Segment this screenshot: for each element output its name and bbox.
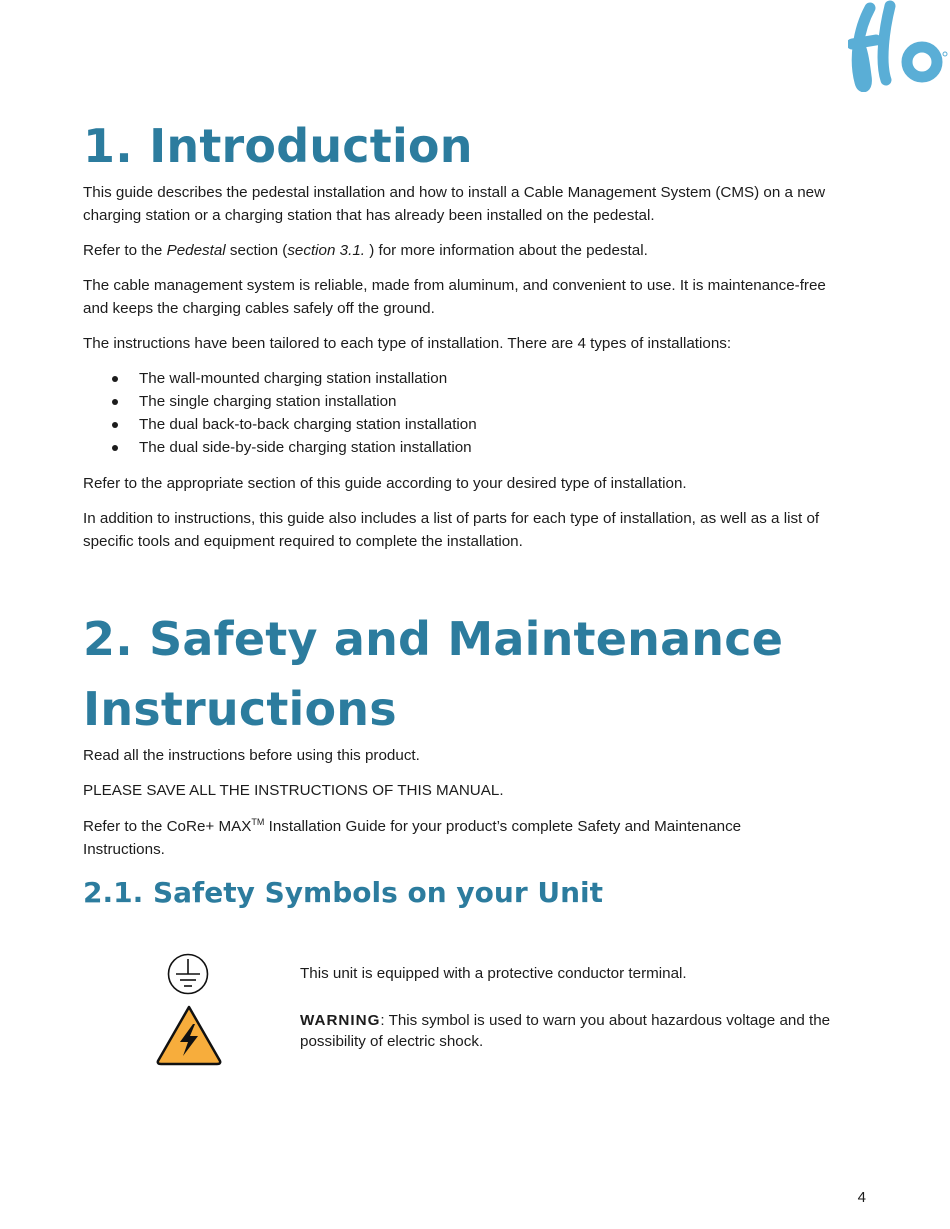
- section-ref-emphasis: section 3.1.: [287, 242, 365, 259]
- ground-terminal-icon: [167, 953, 209, 995]
- intro-paragraph-3: The cable management system is reliable, made from aluminum, and convenient to use. It is maintenance-free and keeps the charging cables safely off the ground.: [83, 277, 826, 317]
- trademark-sup: TM: [251, 817, 265, 827]
- warning-text: : This symbol is used to warn you about hazardous voltage and the possibility of electric shock.: [300, 1012, 831, 1050]
- p2-prefix: Refer to the: [83, 242, 167, 259]
- bullet-icon: [112, 399, 118, 405]
- safety-paragraph-3: [83, 815, 803, 861]
- p2-suffix: ) for more information about the pedestal.: [365, 242, 648, 259]
- installation-types-list: [83, 367, 477, 459]
- section-2-heading-line-1: 2. Safety and Maintenance: [83, 612, 784, 666]
- list-item-text: The wall-mounted charging station installation: [139, 370, 448, 387]
- list-item-text: The single charging station installation: [139, 393, 397, 410]
- p3-suffix: Installation Guide for your product’s complete Safety and Maintenance Instructions.: [83, 818, 742, 858]
- intro-paragraph-6: In addition to instructions, this guide also includes a list of parts for each type of installation, as well as a list of specific tools and equipment required to complete the installation.: [83, 510, 820, 550]
- high-voltage-warning-icon: [155, 1004, 223, 1066]
- section-2-1-heading: 2.1. Safety Symbols on your Unit: [83, 876, 604, 909]
- page-number: 4: [857, 1189, 866, 1206]
- list-item: [83, 436, 477, 459]
- safety-paragraph-2: PLEASE SAVE ALL THE INSTRUCTIONS OF THIS MANUAL.: [83, 782, 504, 799]
- bullet-icon: [112, 445, 118, 451]
- bullet-icon: [112, 376, 118, 382]
- section-2-heading-line-2: Instructions: [83, 682, 397, 736]
- intro-paragraph-5: Refer to the appropriate section of this guide according to your desired type of installation.: [83, 475, 687, 492]
- list-item: [83, 390, 477, 413]
- list-item: [83, 413, 477, 436]
- ground-symbol-description: This unit is equipped with a protective conductor terminal.: [300, 965, 687, 982]
- p3-prefix: Refer to the CoRe+ MAX: [83, 818, 252, 835]
- p2-middle: section (: [225, 242, 288, 259]
- warning-symbol-description: [300, 1010, 865, 1052]
- pedestal-emphasis: Pedestal: [166, 242, 226, 259]
- list-item-text: The dual back-to-back charging station installation: [139, 416, 477, 433]
- section-1-heading: 1. Introduction: [83, 119, 473, 173]
- intro-paragraph-2: [83, 239, 873, 262]
- list-item: [83, 367, 477, 390]
- intro-paragraph-4: The instructions have been tailored to each type of installation. There are 4 types of installations:: [83, 335, 732, 352]
- bullet-icon: [112, 422, 118, 428]
- intro-paragraph-1: This guide describes the pedestal installation and how to install a Cable Management System (CMS) on a new charging station or a charging station that has already been installed on the pedestal.: [83, 184, 826, 224]
- flo-logo: [848, 0, 950, 92]
- safety-paragraph-1: Read all the instructions before using this product.: [83, 747, 420, 764]
- list-item-text: The dual side-by-side charging station installation: [139, 439, 472, 456]
- warning-label: WARNING: [300, 1012, 381, 1029]
